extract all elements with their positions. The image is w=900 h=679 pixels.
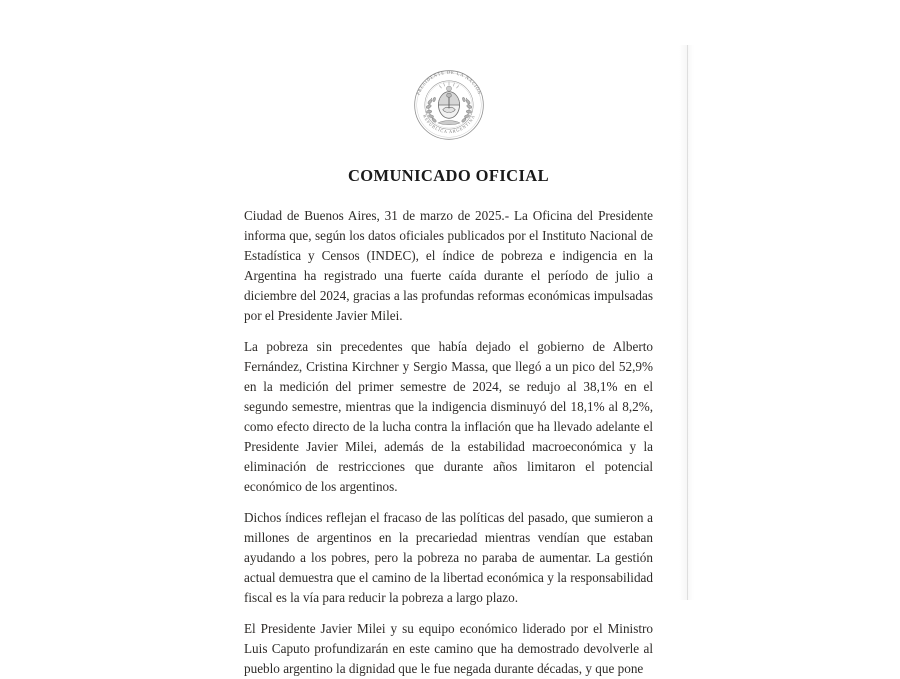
svg-text:REPÚBLICA ARGENTINA: REPÚBLICA ARGENTINA [421,113,476,135]
svg-text:PRESIDENTE DE LA NACIÓN: PRESIDENTE DE LA NACIÓN [415,69,482,96]
page-edge-glow [688,45,694,600]
document-content [244,0,653,679]
paragraph-4: El Presidente Javier Milei y su equipo económico liderado por el Ministro Luis Caputo profundizarán en este camino que ha demostrado devolverle al pueblo argentino la dignidad que le fue negada durante décadas, y que pone [244,620,653,676]
paragraph-2: La pobreza sin precedentes que había dejado el gobierno de Alberto Fernández, Cristina Kirchner y Sergio Massa, que llegó a un pico del 52,9% en la medición del primer semestre de 2024, se redujo al 38,1% en el segundo semestre, mientras que la indigencia disminuyó del 18,1% al 8,2%, como efecto directo de la lucha contra la inflación que ha llevado adelante el Presidente Javier Milei, además de la estabilidad macroeconómica y la eliminación de restricciones que durante años limitaron el potencial económico de los argentinos. [244,338,653,494]
argentina-presidential-seal-icon [410,66,488,144]
document-body [244,186,653,679]
paragraph-1: Ciudad de Buenos Aires, 31 de marzo de 2025.- La Oficina del Presidente informa que, según los datos oficiales publicados por el Instituto Nacional de Estadística y Censos (INDEC), el índice de pobreza e indigencia en la Argentina ha registrado una fuerte caída durante el período de julio a diciembre del 2024, gracias a las profundas reformas económicas impulsadas por el Presidente Javier Milei. [244,207,653,323]
paragraph-3: Dichos índices reflejan el fracaso de las políticas del pasado, que sumieron a millones de argentinos en la precariedad mientras vendían que estaban ayudando a los pobres, pero la pobreza no paraba de aumentar. La gestión actual demuestra que el camino de la libertad económica y la responsabilidad fiscal es la vía para reducir la pobreza a largo plazo. [244,509,653,605]
seal-container [244,0,653,144]
page-title: COMUNICADO OFICIAL [347,166,550,185]
page-edge-shadow [679,45,687,600]
